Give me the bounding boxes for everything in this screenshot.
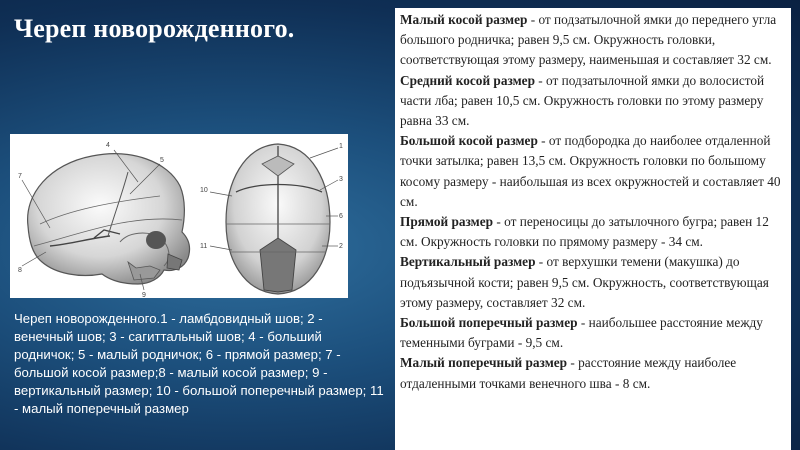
figure-caption: Череп новорожденного.1 - ламбдовидный шов; 2 - венечный шов; 3 - сагиттальный шов; 4 - больший родничок; 5 - малый родничок; 6 - прямой размер; 7 - большой косой размер;8 - малый косой размер; 9 - вертикальный размер; 10 - большой поперечный размер; 11 - малый поперечный размер [14,311,384,416]
skull-side-view [18,142,190,298]
size-paragraph [400,313,783,353]
figure-label-6: 6 [339,213,343,220]
size-description: - от верхушки темени (макушка) до подъязычной кости; равен 9,5 см. Окружность, соответствующая этому размеру, составляет 32 см. [400,254,769,310]
figure-label-8: 8 [18,267,22,274]
size-paragraph [400,252,783,313]
size-term: Большой поперечный размер [400,315,578,331]
slide-title: Череп новорожденного. [14,14,295,43]
figure-label-2: 2 [339,243,343,250]
figure-label-1: 1 [339,143,343,150]
size-term: Средний косой размер [400,72,535,88]
skull-figure [10,134,348,298]
size-description: - расстояние между наиболее отдаленными точками венечного шва - 8 см. [400,355,737,391]
figure-label-3: 3 [339,176,343,183]
skull-illustration [10,134,348,298]
figure-label-10: 10 [200,187,208,194]
size-term: Малый косой размер [400,12,528,27]
figure-label-4: 4 [106,142,110,149]
sizes-text-panel [395,8,791,450]
size-description: - наибольшее расстояние между теменными буграми - 9,5 см. [400,315,763,351]
size-term: Вертикальный размер [400,254,536,270]
figure-label-9: 9 [142,292,146,298]
figure-label-7: 7 [18,173,22,180]
size-paragraph [400,71,783,132]
size-description: - от подзатылочной ямки до волосистой части лба; равен 10,5 см. Окружность головки по этому размеру равна 33 см. [400,72,765,129]
size-paragraph [400,131,783,212]
figure-label-11: 11 [200,243,208,250]
size-paragraph [400,10,783,71]
size-term: Прямой размер [400,214,494,230]
size-description: - от подзатылочной ямки до переднего угла большого родничка; равен 9,5 см. Окружность головки, соответствующая этому размеру, наименьшая и составляет 32 см. [400,12,777,68]
size-paragraph [400,212,783,252]
size-term: Большой косой размер [400,133,538,149]
skull-top-view [200,143,343,294]
size-description: - от переносицы до затылочного бугра; равен 12 см. Окружность головки по прямому размеру - 34 см. [400,214,769,250]
figure-label-5: 5 [160,157,164,164]
size-description: - от подбородка до наиболее отдаленной точки затылка; равен 13,5 см. Окружность головки по большому косому размеру - наибольшая из всех окружностей и составляет 40 см. [400,133,781,209]
size-paragraph [400,353,783,393]
size-term: Малый поперечный размер [400,355,568,371]
